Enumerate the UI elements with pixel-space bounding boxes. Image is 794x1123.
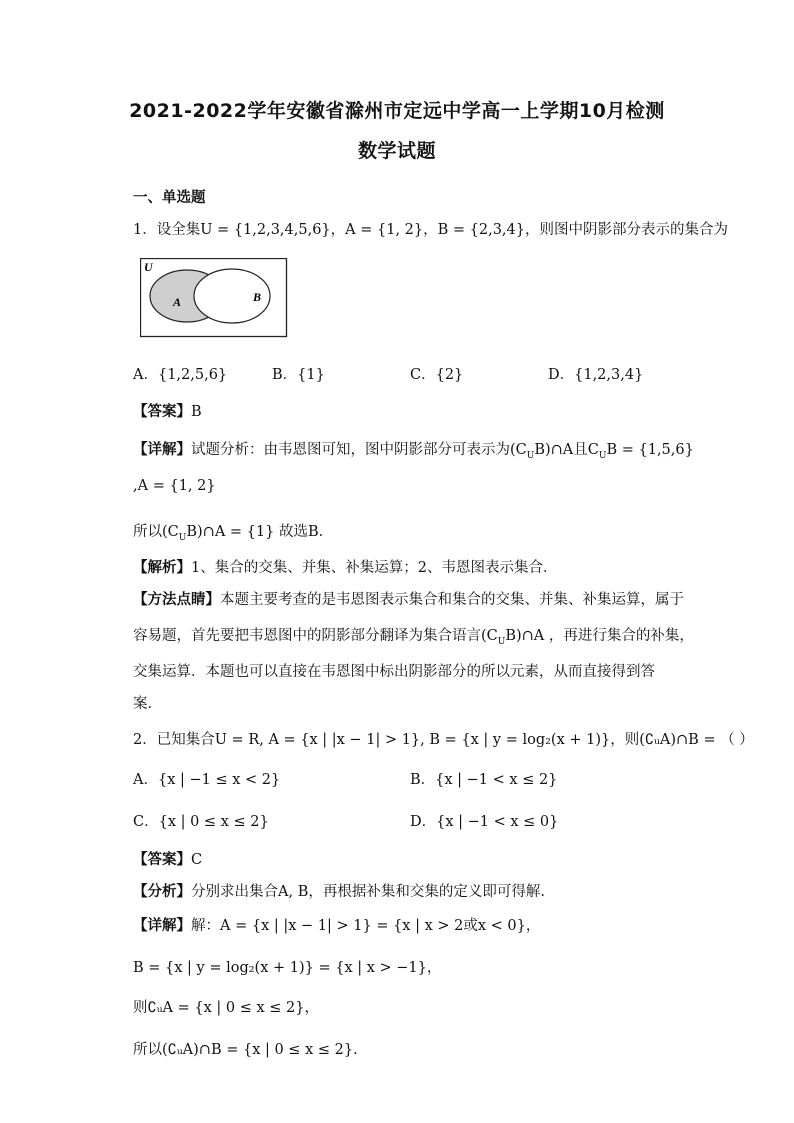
q1-method-line1: 【方法点睛】本题主要考查的是韦恩图表示集合和集合的交集、并集、补集运算，属于: [133, 592, 684, 608]
q2-option-d: D．{x | −1 < x ≤ 0}: [410, 814, 559, 830]
q1-option-d: D．{1,2,3,4}: [548, 367, 644, 383]
q1-method-line2: 容易题，首先要把韦恩图中的阴影部分翻译为集合语言$(C_UB)\cap A$ ，再进行集合的补集，: [133, 628, 694, 647]
label-b: B: [253, 290, 262, 304]
q2-detail-line3: 则∁ᵤA = {x | 0 ≤ x ≤ 2}，: [133, 1000, 319, 1016]
q1-detail-line2: ,A = {1, 2}: [133, 478, 216, 494]
doc-title-line1: 2021-2022学年安徽省滁州市定远中学高一上学期10月检测: [129, 100, 665, 122]
q1-stem: 1．设全集U = {1,2,3,4,5,6}，A = {1, 2}，B = {2,3,4}，则图中阴影部分表示的集合为: [133, 222, 728, 238]
doc-title-line2: 数学试题: [357, 140, 436, 162]
q2-stem: 2．已知集合U = R, A = {x | |x − 1| > 1}, B = {x | y = log₂(x + 1)}，则(∁ᵤA)∩B = （ ）: [133, 732, 754, 748]
q2-option-c: C．{x | 0 ≤ x ≤ 2}: [133, 814, 269, 830]
label-u: U: [144, 260, 153, 274]
q2-detail-line2: B = {x | y = log₂(x + 1)} = {x | x > −1}，: [133, 960, 442, 976]
q2-option-a: A．{x | −1 ≤ x < 2}: [133, 772, 281, 788]
answer-tag: 【答案】: [133, 404, 191, 420]
q2-analysis: 【分析】分别求出集合A, B，再根据补集和交集的定义即可得解.: [133, 884, 545, 900]
venn-diagram: [140, 258, 288, 338]
q1-analysis: 【解析】1、集合的交集、并集、补集运算；2、韦恩图表示集合．: [133, 560, 558, 576]
q1-method-line4: 案．: [133, 696, 162, 712]
label-a: A: [173, 295, 182, 309]
q1-option-b: B．{1}: [272, 367, 325, 383]
section-heading: 一、单选题: [133, 190, 206, 206]
q1-method-line3: 交集运算．本题也可以直接在韦恩图中标出阴影部分的所以元素，从而直接得到答: [133, 664, 655, 680]
answer-value: B: [191, 404, 202, 420]
q1-detail-line3: 所以$(C_UB)\cap A = \{1\}$ 故选B．: [133, 524, 334, 543]
q1-answer: [133, 400, 202, 421]
q2-detail-line4: 所以(∁ᵤA)∩B = {x | 0 ≤ x ≤ 2}.: [133, 1042, 358, 1058]
q1-option-a: A．{1,2,5,6}: [133, 367, 228, 383]
q1-detail-line1: 【详解】试题分析：由韦恩图可知，图中阴影部分可表示为$(C_UB)\cap A$且$C_UB = \{1,5,6\}$: [133, 442, 694, 461]
q1-option-c: C．{2}: [410, 367, 464, 383]
q2-answer: 【答案】C: [133, 852, 203, 868]
q2-option-b: B．{x | −1 < x ≤ 2}: [410, 772, 558, 788]
q2-detail-line1: 【详解】解：A = {x | |x − 1| > 1} = {x | x > 2或x < 0}，: [133, 918, 541, 934]
